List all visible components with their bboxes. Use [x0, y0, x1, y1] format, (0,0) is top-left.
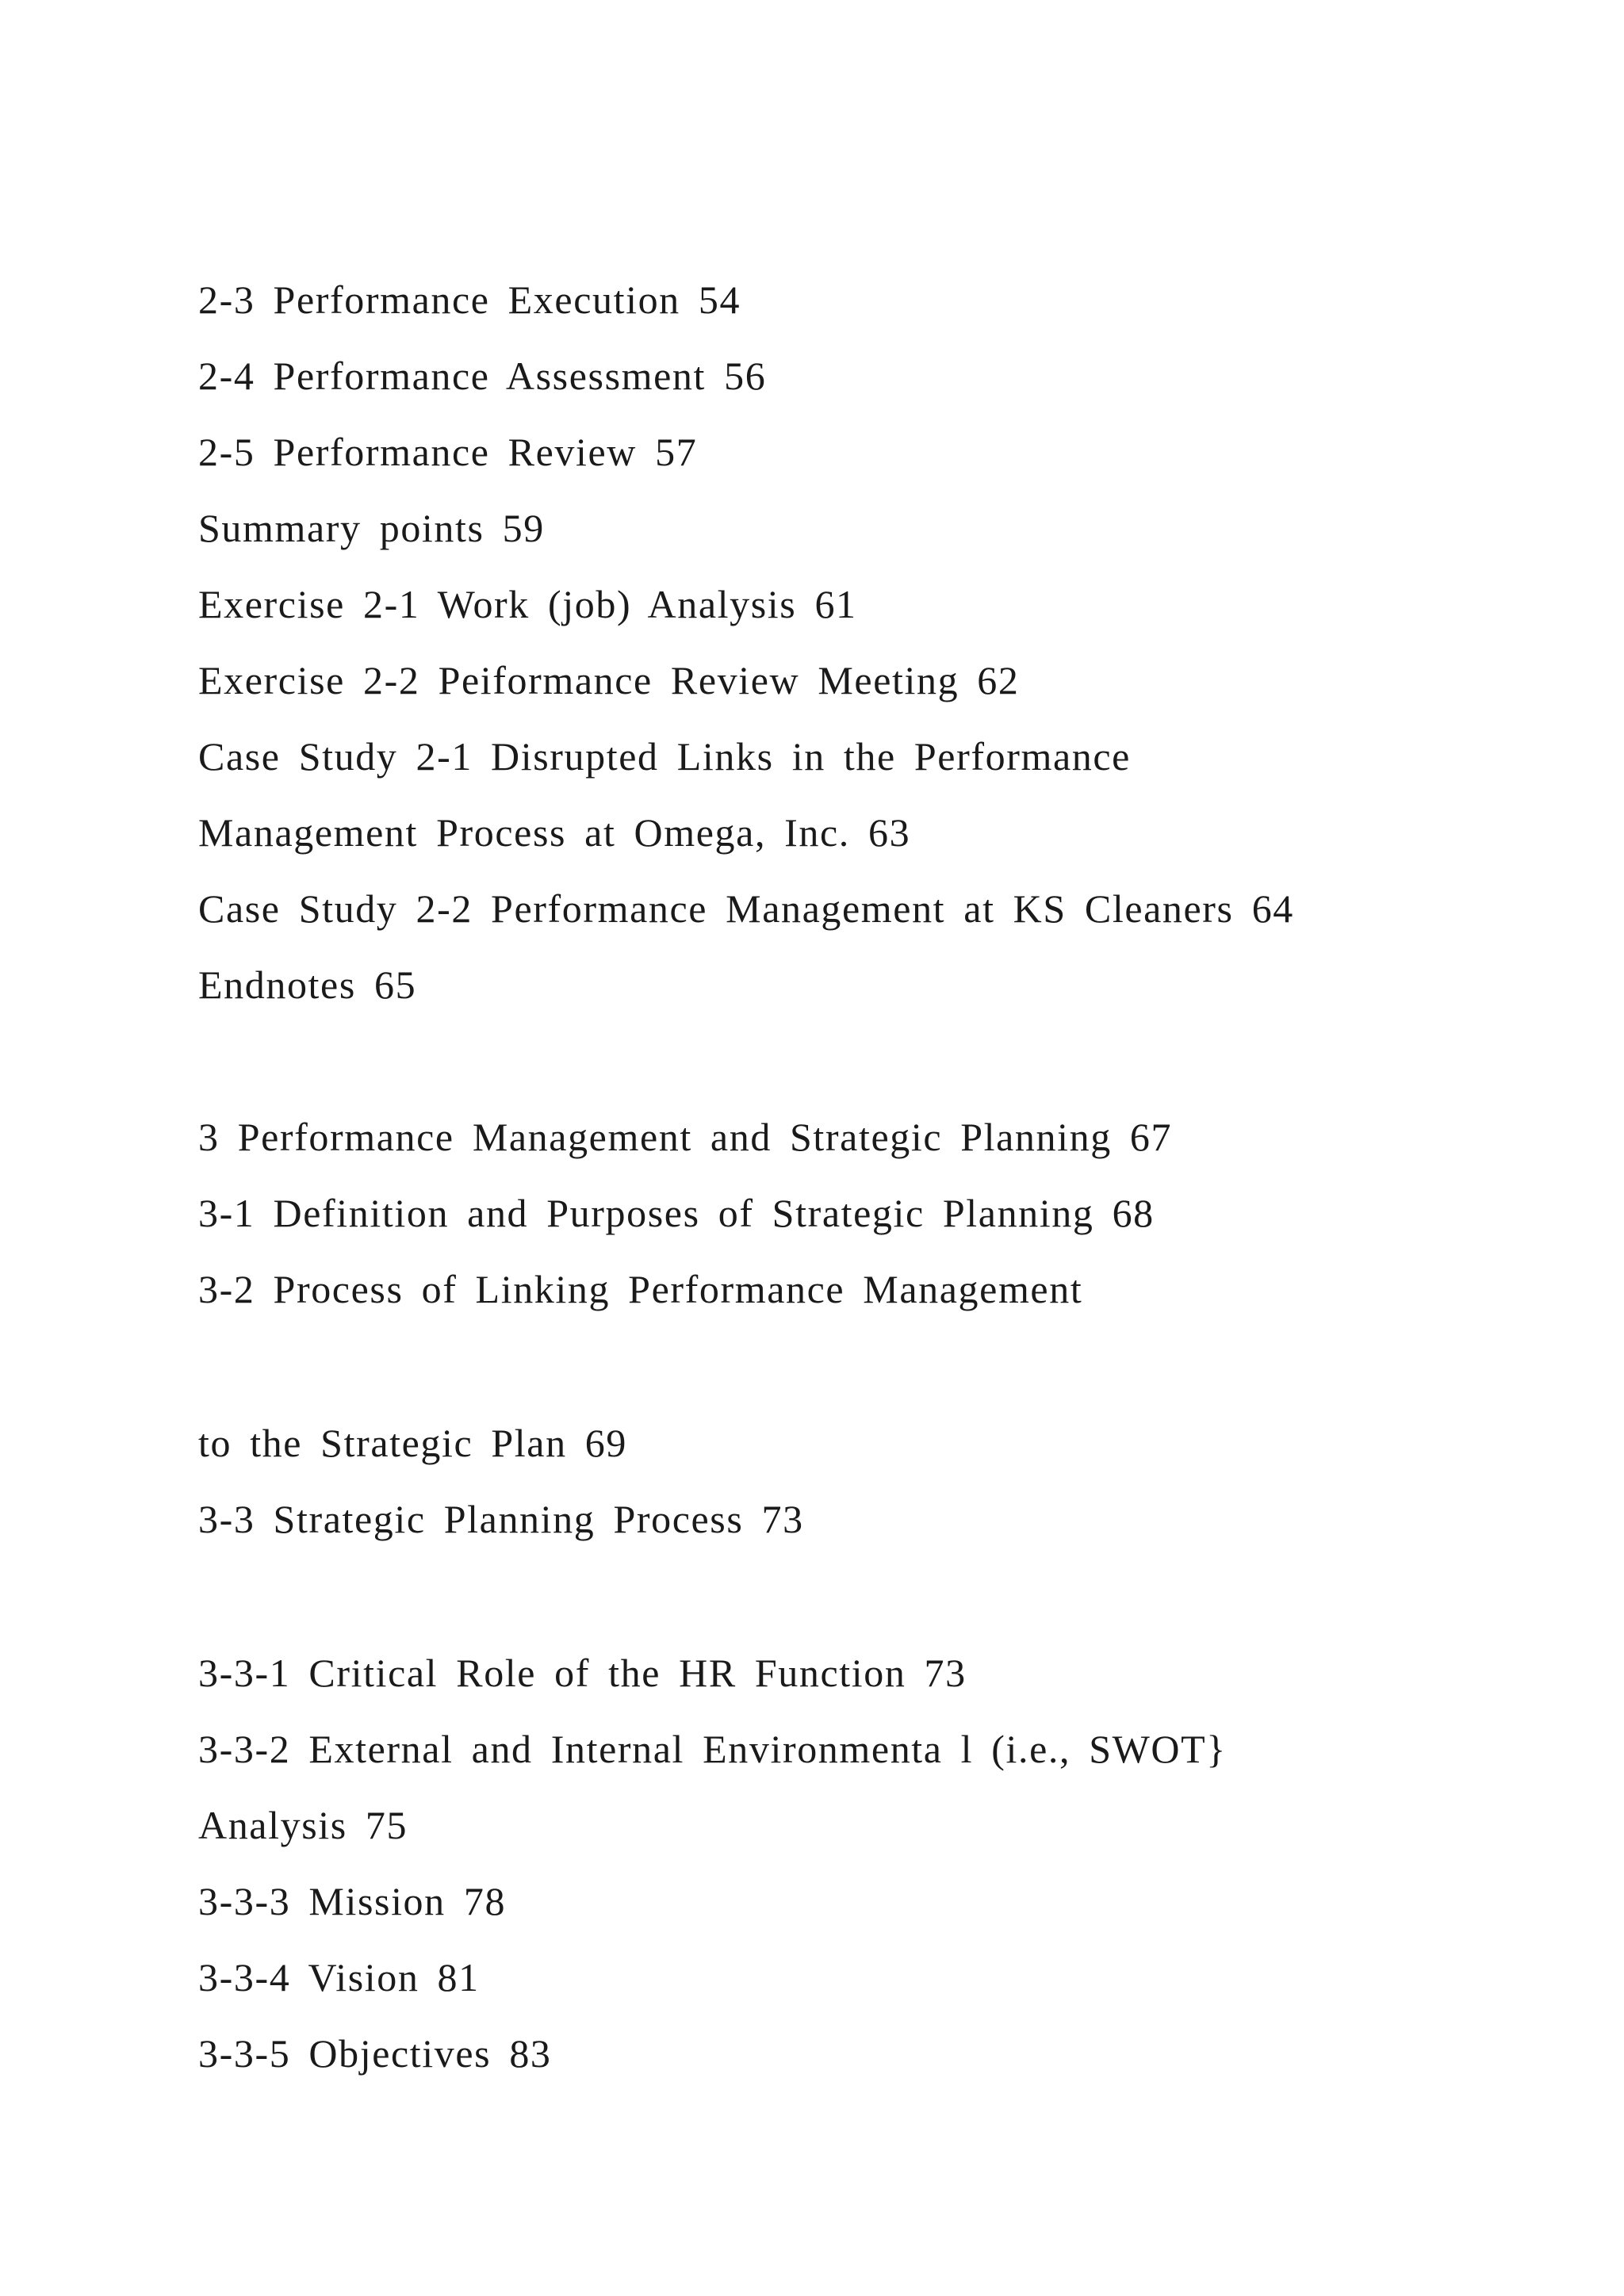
toc-entry-2-5: 2-5 Performance Review 57 — [198, 430, 698, 474]
toc-entry-exercise-2-1: Exercise 2-1 Work (job) Analysis 61 — [198, 582, 857, 626]
toc-entry-endnotes: Endnotes 65 — [198, 962, 417, 1007]
toc-entry-3-3-4: 3-3-4 Vision 81 — [198, 1955, 480, 1999]
toc-entry-3-3-3: 3-3-3 Mission 78 — [198, 1879, 507, 1923]
toc-entry-case-study-2-1: Case Study 2-1 Disrupted Links in the Performance — [198, 734, 1131, 779]
toc-entry-3-3-2: 3-3-2 External and Internal Environmenta l (i.e., SWOT} — [198, 1727, 1227, 1771]
toc-entry-3-2-continued: to the Strategic Plan 69 — [198, 1421, 627, 1465]
toc-entry-case-study-2-1-continued: Management Process at Omega, Inc. 63 — [198, 810, 911, 855]
toc-entry-case-study-2-2: Case Study 2-2 Performance Management at KS Cleaners 64 — [198, 886, 1294, 931]
toc-entry-3-3: 3-3 Strategic Planning Process 73 — [198, 1497, 804, 1541]
toc-entry-3-2: 3-2 Process of Linking Performance Management — [198, 1267, 1083, 1311]
toc-entry-3-3-5: 3-3-5 Objectives 83 — [198, 2031, 552, 2076]
toc-entry-3-3-1: 3-3-1 Critical Role of the HR Function 73 — [198, 1651, 967, 1695]
toc-entry-2-3: 2-3 Performance Execution 54 — [198, 277, 741, 322]
toc-entry-3-3-2-continued: Analysis 75 — [198, 1803, 408, 1847]
toc-entry-summary-points: Summary points 59 — [198, 506, 545, 550]
toc-entry-chapter-3: 3 Performance Management and Strategic Planning 67 — [198, 1115, 1173, 1159]
toc-entry-2-4: 2-4 Performance Assessment 56 — [198, 354, 767, 398]
toc-entry-3-1: 3-1 Definition and Purposes of Strategic Planning 68 — [198, 1191, 1155, 1235]
toc-entry-exercise-2-2: Exercise 2-2 Peiformance Review Meeting 62 — [198, 658, 1020, 702]
